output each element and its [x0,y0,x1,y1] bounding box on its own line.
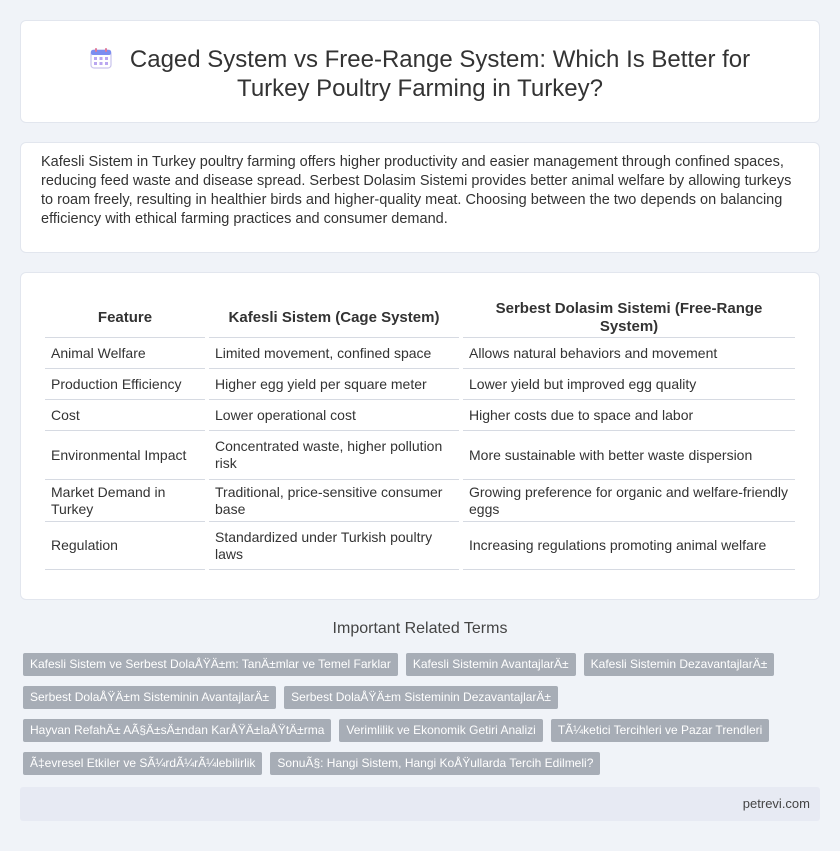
related-term-tag[interactable]: Hayvan RefahÄ± AÃ§Ä±sÄ±ndan KarÅŸÄ±laÅŸtÄ±rma [23,719,331,742]
related-term-tag[interactable]: Serbest DolaÅŸÄ±m Sisteminin DezavantajlarÄ± [284,686,558,709]
free-range-cell: Growing preference for organic and welfare-friendly eggs [463,480,795,522]
calendar-grid-icon [90,47,112,69]
related-term-tag[interactable]: Kafesli Sistemin DezavantajlarÄ± [584,653,775,676]
related-term-tag[interactable]: Kafesli Sistem ve Serbest DolaÅŸÄ±m: TanÄ±mlar ve Temel Farklar [23,653,398,676]
free-range-cell: Increasing regulations promoting animal welfare [463,522,795,570]
table-row [45,480,795,522]
feature-cell: Environmental Impact [45,431,205,480]
tag-row [23,686,783,709]
comparison-card [20,272,820,600]
title-card [20,20,820,123]
cage-cell: Concentrated waste, higher pollution risk [209,431,459,480]
page-title-row [21,45,819,103]
table-row [45,338,795,369]
free-range-cell: More sustainable with better waste dispersion [463,431,795,480]
tag-row [23,719,783,742]
table-row [45,431,795,480]
comparison-table [41,298,799,570]
table-row [45,369,795,400]
summary-card [20,142,820,253]
feature-cell: Production Efficiency [45,369,205,400]
related-term-tag[interactable]: Kafesli Sistemin AvantajlarÄ± [406,653,576,676]
related-term-tag[interactable]: Verimlilik ve Ekonomik Getiri Analizi [339,719,542,742]
cage-cell: Limited movement, confined space [209,338,459,369]
cage-cell: Traditional, price-sensitive consumer base [209,480,459,522]
feature-cell: Market Demand in Turkey [45,480,205,522]
header-free-range-system: Serbest Dolasim Sistemi (Free-Range System) [463,298,795,338]
tag-row [23,653,783,676]
table-row [45,400,795,431]
cage-cell: Standardized under Turkish poultry laws [209,522,459,570]
feature-cell: Animal Welfare [45,338,205,369]
tag-row [23,752,783,775]
cage-cell: Lower operational cost [209,400,459,431]
footer-bar [20,787,820,821]
table-header-row [45,298,795,338]
related-terms-list [23,653,783,785]
table-row [45,522,795,570]
header-cage-system: Kafesli Sistem (Cage System) [209,298,459,338]
free-range-cell: Lower yield but improved egg quality [463,369,795,400]
related-term-tag[interactable]: Serbest DolaÅŸÄ±m Sisteminin AvantajlarÄ± [23,686,276,709]
feature-cell: Regulation [45,522,205,570]
related-term-tag[interactable]: Ã‡evresel Etkiler ve SÃ¼rdÃ¼rÃ¼lebilirlik [23,752,262,775]
feature-cell: Cost [45,400,205,431]
free-range-cell: Allows natural behaviors and movement [463,338,795,369]
footer-site[interactable]: petrevi.com [742,796,810,811]
page-title: Caged System vs Free-Range System: Which Is Better for Turkey Poultry Farming in Turkey? [129,46,751,102]
related-term-tag[interactable]: TÃ¼ketici Tercihleri ve Pazar Trendleri [551,719,770,742]
free-range-cell: Higher costs due to space and labor [463,400,795,431]
related-terms-heading: Important Related Terms [332,620,508,637]
related-term-tag[interactable]: SonuÃ§: Hangi Sistem, Hangi KoÅŸullarda Tercih Edilmeli? [270,752,600,775]
header-feature: Feature [45,298,205,338]
cage-cell: Higher egg yield per square meter [209,369,459,400]
summary-text: Kafesli Sistem in Turkey poultry farming offers higher productivity and easier management through confined spaces, reducing feed waste and disease spread. Serbest Dolasim Sistemi provides better animal welfare by allowing turkeys to roam freely, resulting in healthier birds and higher-quality meat. Choosing between the two depends on balancing efficiency with ethical farming practices and consumer demand. [41,154,792,227]
